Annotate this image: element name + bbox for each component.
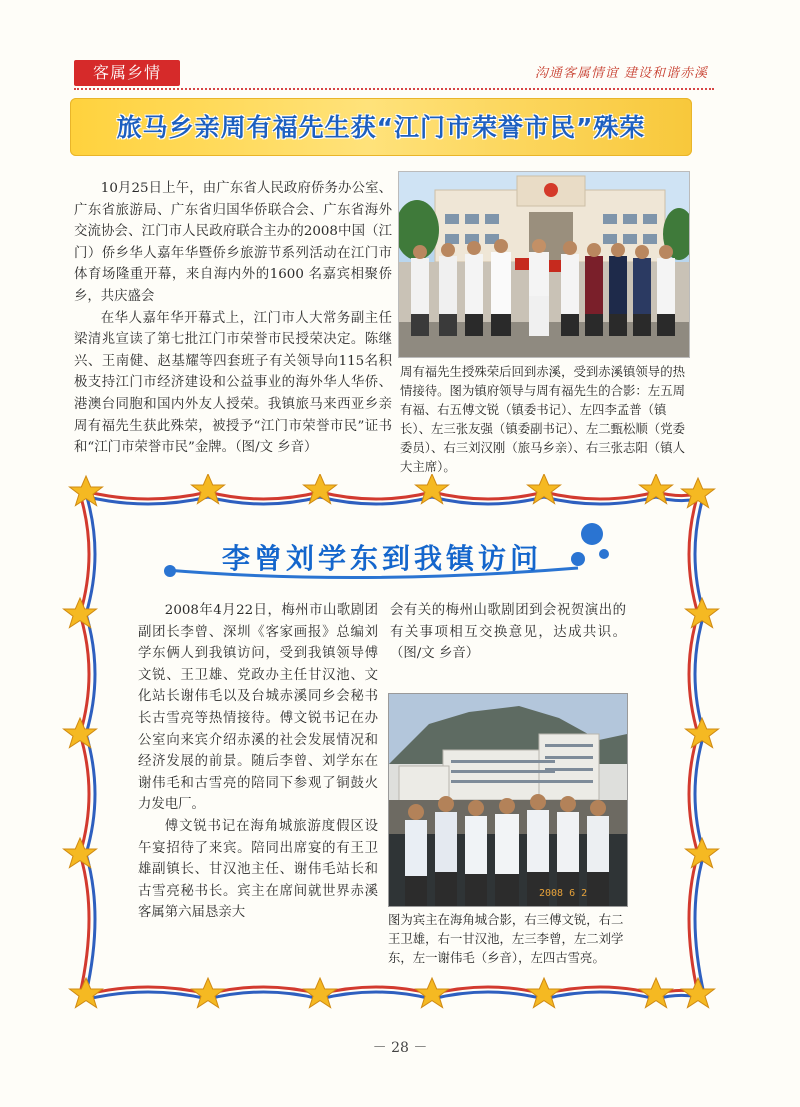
- group-photo-image: [399, 172, 689, 357]
- article1-paragraph: 在华人嘉年华开幕式上，江门市人大常务副主任梁清兆宣读了第七批江门市荣誉市民授荣决定。陈继兴、王南健、赵基耀等四套班子有关领导向115名积极支持江门市经济建设和公益事业的海外华人华侨、港澳台同胞和国内外友人授荣。我镇旅马来西亚乡亲周有福先生获此殊荣，被授予“江门市荣誉市民”证书和“江门市荣誉市民”金牌。（图/文 乡音）: [74, 310, 392, 456]
- article2-body-right: [390, 600, 626, 665]
- article1-body: [74, 178, 392, 459]
- section-tag: 客属乡情: [74, 60, 180, 86]
- group-photo-image: [389, 694, 627, 906]
- article1-photo: [398, 171, 690, 358]
- article2-paragraph-continued: 会有关的梅州山歌剧团到会祝贺演出的有关事项相互交换意见，达成共识。（图/文 乡音）: [390, 603, 626, 662]
- article1-paragraph: 10月25日上午，由广东省人民政府侨务办公室、广东省旅游局、广东省归国华侨联合会、广东省海外交流协会、江门市人民政府联合主办的2008中国（江门）侨乡华人嘉年华暨侨乡旅游节系列活动在江门市体育场隆重开幕，来自海内外的1600 名嘉宾相聚侨乡，共庆盛会: [74, 181, 392, 304]
- article1-title: 旅马乡亲周有福先生获“江门市荣誉市民”殊荣: [116, 113, 646, 142]
- article2-title: 李曾刘学东到我镇访问: [221, 542, 542, 575]
- page-number: － 28 －: [372, 1040, 428, 1056]
- article1-photo-caption: 周有福先生授殊荣后回到赤溪，受到赤溪镇领导的热情接待。图为镇府领导与周有福先生的合影：左五周有福、右五傅文锐（镇委书记）、左四李孟普（镇长）、左三张友强（镇委副书记）、左二甄松顺（党委委员）、右三刘汉刚（旅马乡亲）、右三张志阳（镇人大主席）。: [400, 364, 685, 474]
- article2-photo-caption: 图为宾主在海角城合影，右三傅文锐，右二王卫雄，右一甘汉池，左三李曾，左二刘学东，左一谢伟毛（乡音），左四古雪亮。: [388, 912, 624, 965]
- article2-body-left: [138, 600, 378, 924]
- header-slogan: 沟通客属情谊 建设和谐赤溪: [534, 66, 708, 81]
- article2-paragraph: 傅文锐书记在海角城旅游度假区设午宴招待了来宾。陪同出席宴的有王卫雄副镇长、甘汉池主任、谢伟毛站长和古雪亮秘书长。宾主在席间就世界赤溪客属第六届恳亲大: [138, 818, 378, 921]
- article2-paragraph: 2008年4月22日，梅州市山歌剧团副团长李曾、深圳《客家画报》总编刘学东俩人到我镇访问，受到我镇领导傅文锐、王卫雄、党政办主任甘汉池、文化站长谢伟毛以及台城赤溪同乡会秘书长古雪亮等热情接待。傅文锐书记在办公室向来宾介绍赤溪的社会发展情况和经济发展的前景。随后李曾、刘学东在谢伟毛和古雪亮的陪同下参观了铜鼓火力发电厂。: [138, 603, 378, 813]
- article2-photo: [388, 693, 628, 907]
- header-divider: [74, 88, 714, 90]
- photo-date-stamp: 2008 6 2: [539, 888, 588, 899]
